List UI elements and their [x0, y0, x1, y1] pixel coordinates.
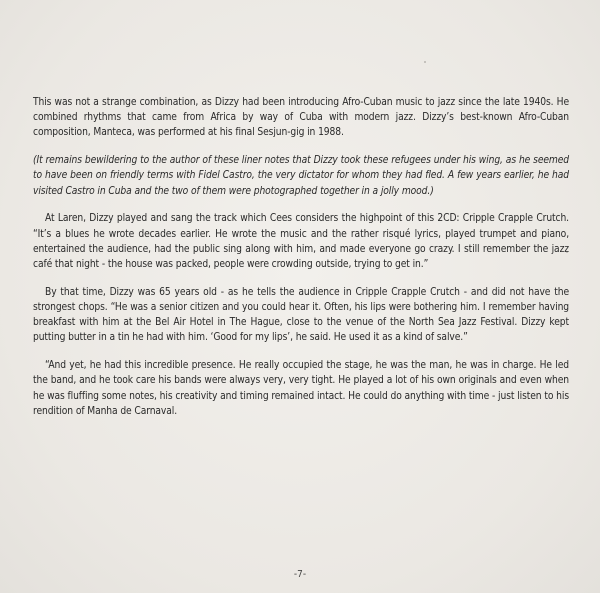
- body-text: [33, 95, 569, 432]
- paragraph-laren: At Laren, Dizzy played and sang the track which Cees considers the highpoint of this 2CD: Cripple Crapple Crutch. “It’s a blues he wrote decades earlier. He wrote the music and the rather risqué lyrics, played trumpet and piano, entertained the audience, had the public sing along with him, and made everyone go crazy. I still remember the jazz café that night - the house was packed, people were crowding outside, trying to get in.”: [33, 213, 569, 271]
- paragraph-author-aside: (It remains bewildering to the author of these liner notes that Dizzy took these refugees under his wing, as he seemed to have been on friendly terms with Fidel Castro, the very dictator for whom they had fled. A few years earlier, he had visited Castro in Cuba and the two of them were photographed together in a jolly mood.): [33, 155, 569, 197]
- paragraph-presence: “And yet, he had this incredible presence. He really occupied the stage, he was the man, he was in charge. He led the band, and he took care his bands were always very, very tight. He played a lot of his own originals and even when he was fluffing some notes, his creativity and timing remained intact. He could do anything with time - just listen to his rendition of Manha de Carnaval.: [33, 360, 569, 417]
- page-number: -7-: [293, 569, 307, 580]
- paragraph-afro-cuban: This was not a strange combination, as Dizzy had been introducing Afro-Cuban music to jazz since the late 1940s. He combined rhythms that came from Africa by way of Cuba with modern jazz. Dizzy’s best-known Afro-Cuban composition, Manteca, was performed at his final Sesjun-gig in 1988.: [33, 97, 569, 139]
- paper-speck: [424, 61, 426, 63]
- paragraph-senior-citizen: By that time, Dizzy was 65 years old - as he tells the audience in Cripple Crapple Crutch - and did not have the strongest chops. “He was a senior citizen and you could hear it. Often, his lips were bothering him. I remember having breakfast with him at the Bel Air Hotel in The Hague, close to the venue of the North Sea Jazz Festival. Dizzy kept putting butter in a tin he had with him. ‘Good for my lips’, he said. He used it as a kind of salve.”: [33, 286, 569, 344]
